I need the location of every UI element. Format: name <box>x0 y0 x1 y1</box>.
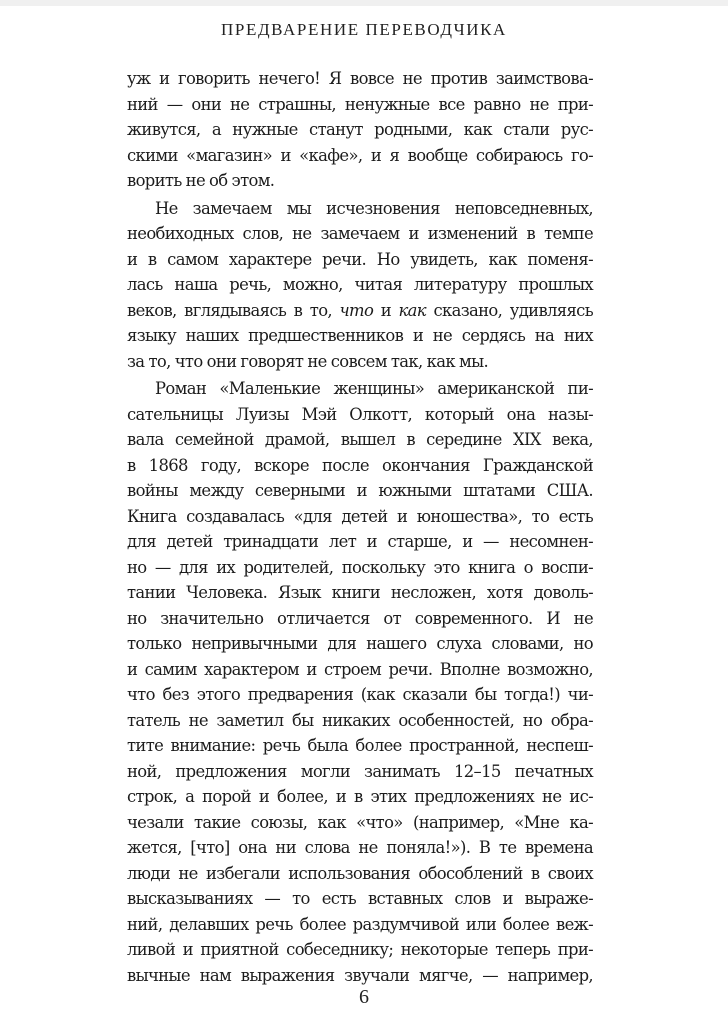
text-line: но значительно отличается от современного. И не <box>127 608 593 628</box>
text-line: за то, что они говорят не совсем так, как мы. <box>127 351 489 371</box>
text-line: тании Человека. Язык книги несложен, хотя доволь- <box>127 583 593 602</box>
text-line: сательницы Луизы Мэй Олкотт, который она назы- <box>127 404 593 424</box>
text-line: строк, а порой и более, и в этих предложениях не ис- <box>127 787 593 806</box>
text-line: для детей тринадцати лет и старше, и — несомнен- <box>127 532 593 551</box>
text-line: ворить не об этом. <box>127 171 275 190</box>
text-line: вычные нам выражения звучали мягче, — например, <box>127 965 593 985</box>
page-top-edge <box>0 0 728 6</box>
text-line: вала семейной драмой, вышел в середине XIX века, <box>127 430 593 449</box>
text-line: ной, предложения могли занимать 12–15 печатных <box>127 761 593 781</box>
text-line: войны между северными и южными штатами США. <box>127 481 593 500</box>
text-line: татель не заметил бы никаких особенностей, но обра- <box>127 710 593 730</box>
italic-word: что <box>339 300 374 320</box>
running-header: ПРЕДВАРЕНИЕ ПЕРЕВОДЧИКА <box>221 20 507 39</box>
text-segment: веков, вглядываясь в то, <box>127 300 340 320</box>
text-line: в 1868 году, вскоре после окончания Гражданской <box>127 455 593 475</box>
paragraph-first-line: Не замечаем мы исчезновения неповседневных, <box>155 198 593 218</box>
text-line: что без этого предварения (как сказали бы тогда!) чи- <box>127 685 593 704</box>
text-line: но — для их родителей, поскольку это книга о воспи- <box>127 557 593 577</box>
text-line: ний, делавших речь более раздумчивой или более веж- <box>127 914 593 934</box>
text-line: чезали такие союзы, как «что» (например, «Мне ка- <box>127 812 593 832</box>
body-text <box>127 66 593 988</box>
text-line-with-italics <box>127 298 593 324</box>
text-line: лась наша речь, можно, читая литературу прошлых <box>127 275 593 294</box>
text-line: только непривычными для нашего слуха словами, но <box>127 634 593 653</box>
text-line: жется, [что] она ни слова не поняла!»). В те времена <box>127 838 593 857</box>
text-line: живутся, а нужные станут родными, как стали рус- <box>127 120 593 139</box>
text-line: ний — они не страшны, ненужные все равно не при- <box>127 94 593 114</box>
text-line: языку наших предшественников и не сердясь на них <box>127 326 593 345</box>
text-segment: сказано, удивляясь <box>425 300 593 320</box>
text-line: необиходных слов, не замечаем и изменений в темпе <box>127 224 593 243</box>
paragraph-first-line: Роман «Маленькие женщины» американской пи- <box>155 379 593 398</box>
text-line: Книга создавалась «для детей и юношества», то есть <box>127 506 593 526</box>
italic-word: как <box>398 300 426 320</box>
text-line: люди не избегали использования обособлений в своих <box>127 863 593 883</box>
text-line: уж и говорить нечего! Я вовсе не против заимствова- <box>127 69 593 88</box>
text-line: тите внимание: речь была более пространной, неспеш- <box>127 736 593 755</box>
text-line: высказываниях — то есть вставных слов и выраже- <box>127 889 593 908</box>
text-line: скими «магазин» и «кафе», и я вообще собираюсь го- <box>127 145 593 165</box>
text-line: и самим характером и строем речи. Вполне возможно, <box>127 659 593 679</box>
text-line: ливой и приятной собеседнику; некоторые теперь при- <box>127 940 593 959</box>
text-line: и в самом характере речи. Но увидеть, как поменя- <box>127 249 593 269</box>
page-number: 6 <box>359 986 369 1008</box>
text-segment: и <box>373 300 399 320</box>
